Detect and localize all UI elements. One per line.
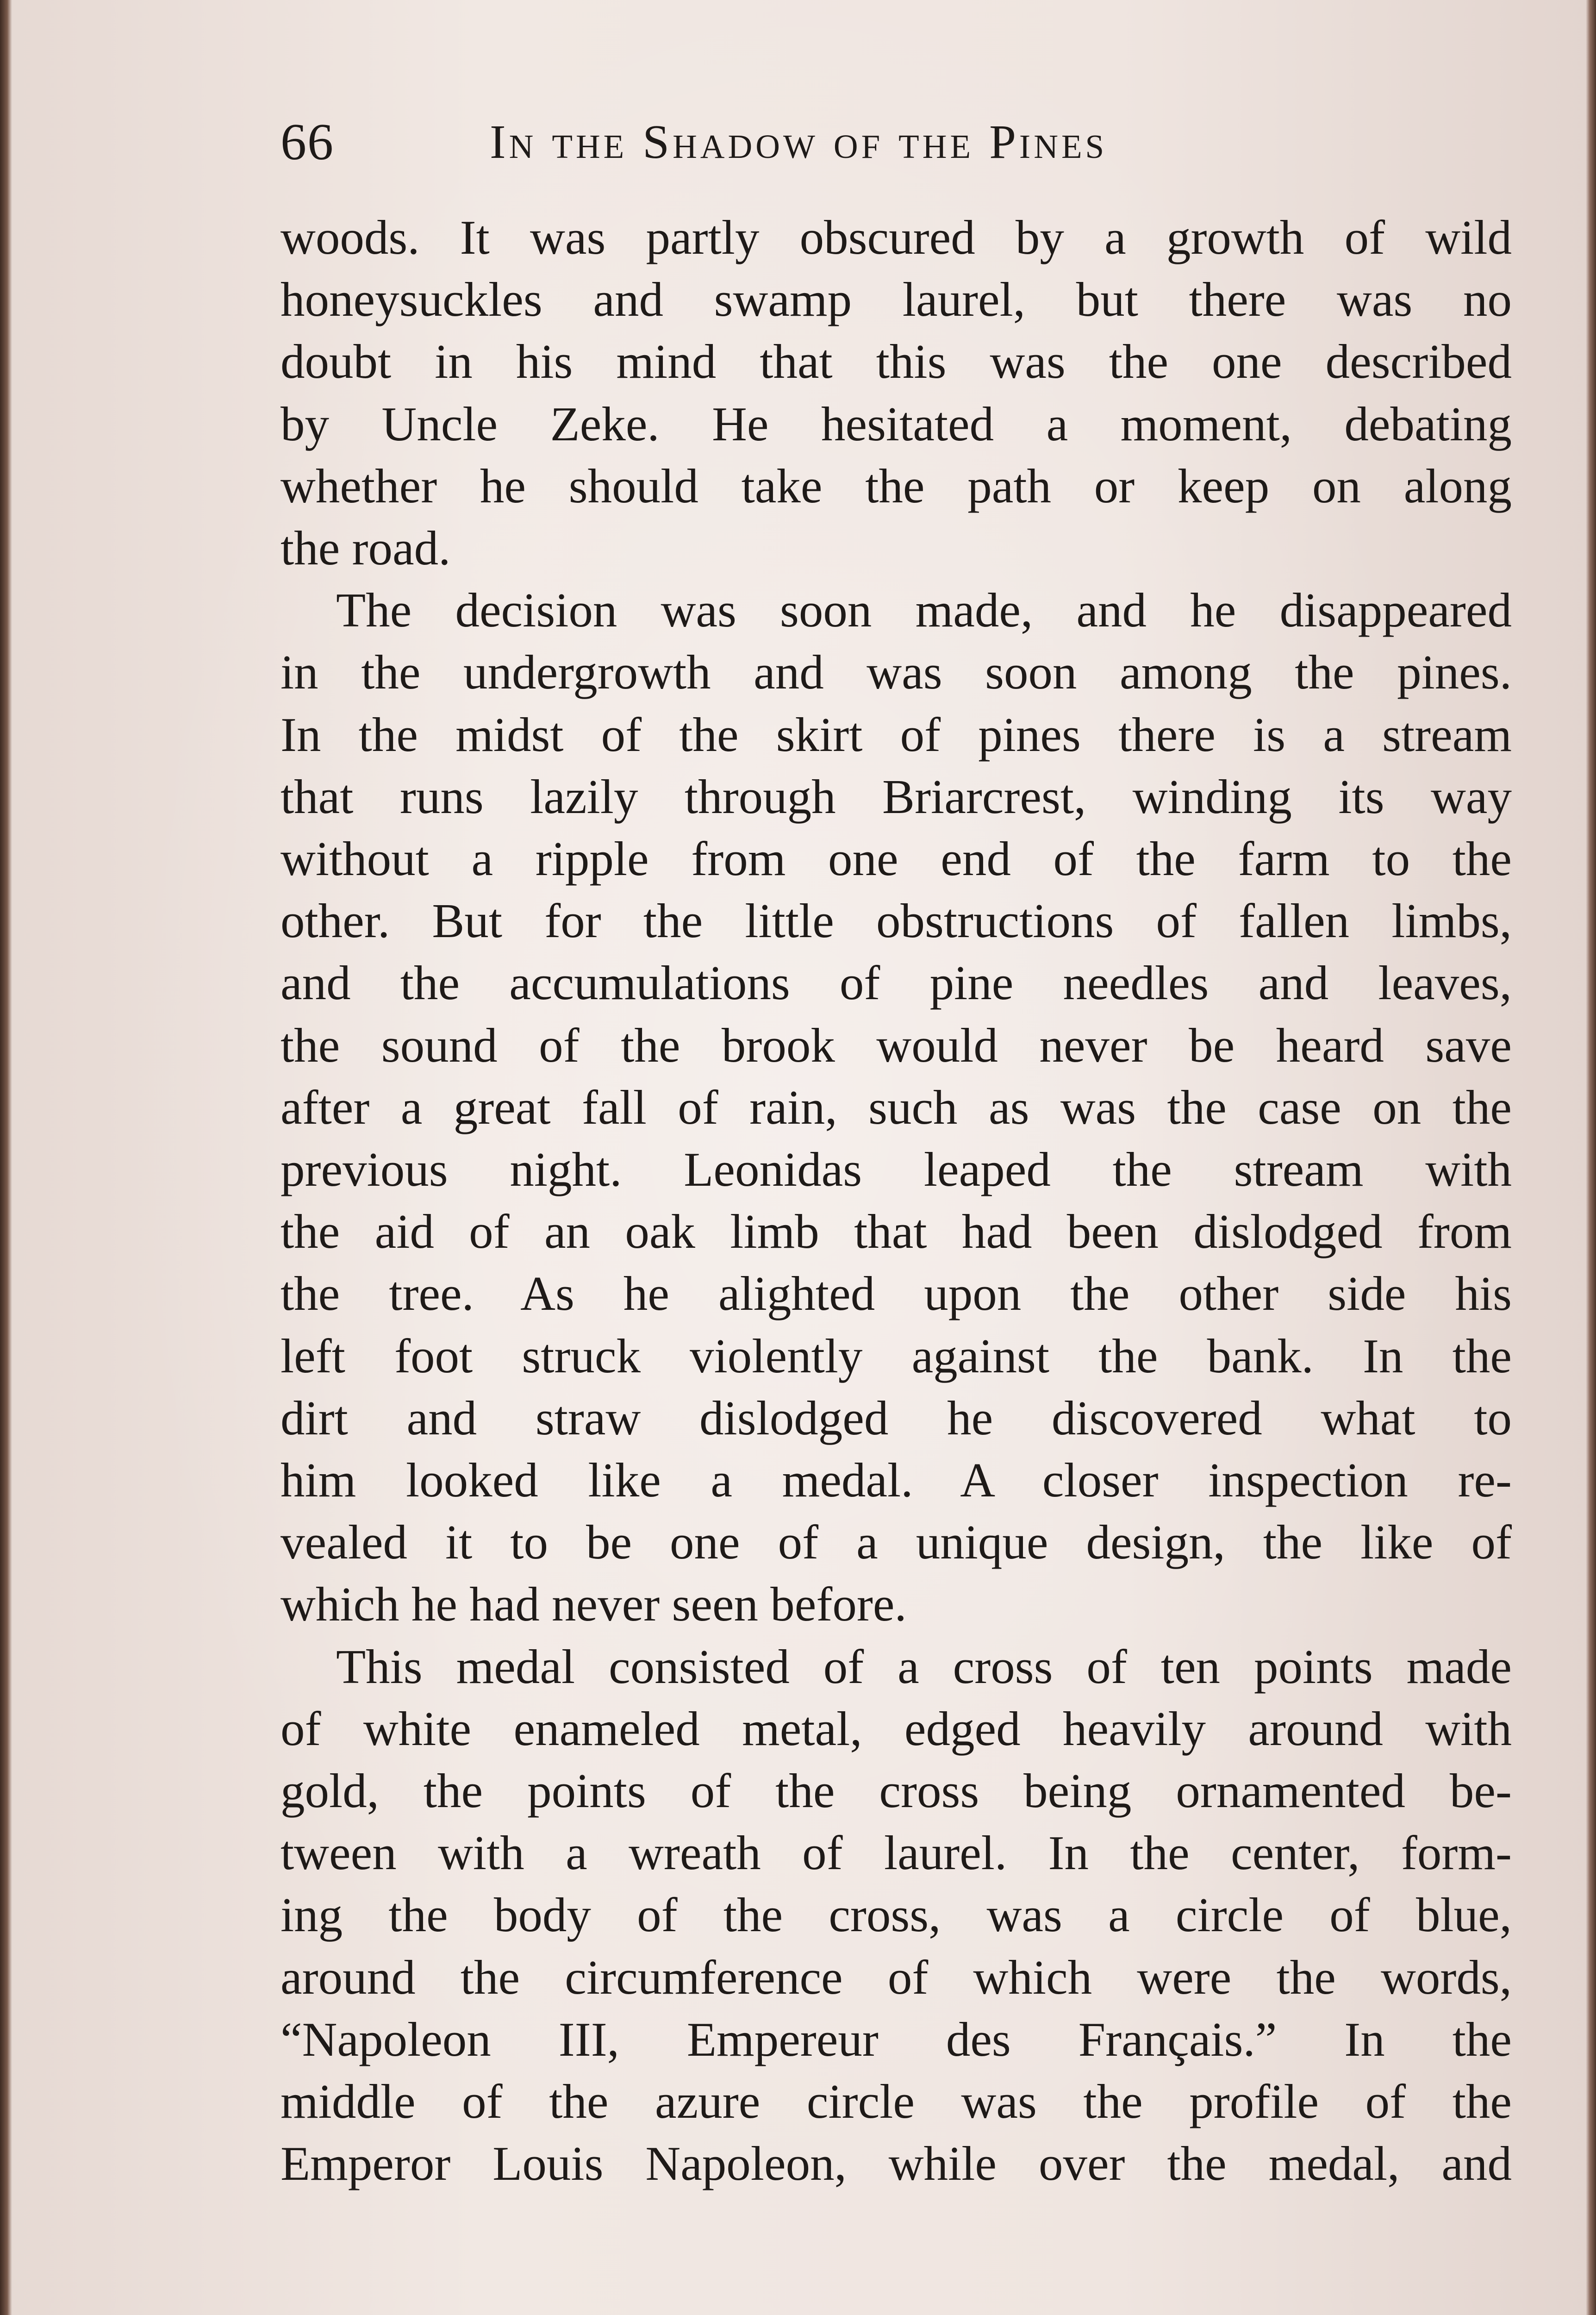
text-line: him looked like a medal. A closer inspection re- — [281, 1453, 1512, 1508]
text-line: “Napoleon III, Empereur des Français.” In the — [281, 2012, 1512, 2066]
text-line: doubt in his mind that this was the one described — [281, 334, 1512, 389]
text-line: by Uncle Zeke. He hesitated a moment, debating — [281, 396, 1512, 451]
page-left-edge — [0, 0, 12, 2315]
text-line: woods. It was partly obscured by a growth of wild — [281, 210, 1512, 264]
text-line: ing the body of the cross, was a circle of blue, — [281, 1888, 1512, 1942]
text-line: middle of the azure circle was the profile of the — [281, 2074, 1512, 2129]
body-text — [281, 206, 1512, 2195]
text-line: after a great fall of rain, such as was the case on the — [281, 1080, 1512, 1134]
text-line: which he had never seen before. — [281, 1577, 907, 1632]
text-line: This medal consisted of a cross of ten points made — [336, 1639, 1512, 1694]
text-line: other. But for the little obstructions of fallen limbs, — [281, 894, 1512, 948]
running-header — [281, 107, 1512, 177]
text-line: left foot struck violently against the bank. In the — [281, 1328, 1512, 1383]
text-line: vealed it to be one of a unique design, the like of — [281, 1515, 1512, 1570]
text-line: without a ripple from one end of the farm to the — [281, 832, 1512, 886]
text-line: the tree. As he alighted upon the other side his — [281, 1266, 1512, 1321]
text-line: The decision was soon made, and he disappeared — [336, 583, 1512, 638]
text-line: gold, the points of the cross being ornamented be- — [281, 1764, 1512, 1818]
text-line: and the accumulations of pine needles and leaves, — [281, 956, 1512, 1010]
text-line: the aid of an oak limb that had been dislodged from — [281, 1204, 1512, 1259]
text-line: around the circumference of which were the words, — [281, 1950, 1512, 2004]
text-line: the sound of the brook would never be heard save — [281, 1018, 1512, 1072]
page-right-edge — [1586, 0, 1596, 2315]
text-line: honeysuckles and swamp laurel, but there was no — [281, 272, 1512, 327]
text-line: the road. — [281, 521, 451, 576]
text-line: in the undergrowth and was soon among the pines. — [281, 645, 1512, 700]
page-number: 66 — [281, 113, 334, 171]
text-line: Emperor Louis Napoleon, while over the medal, and — [281, 2136, 1512, 2191]
running-title: In the Shadow of the Pines — [490, 115, 1108, 169]
text-line: dirt and straw dislodged he discovered what to — [281, 1390, 1512, 1445]
text-line: tween with a wreath of laurel. In the center, form- — [281, 1826, 1512, 1880]
text-line: that runs lazily through Briarcrest, winding its way — [281, 769, 1512, 824]
text-line: whether he should take the path or keep on along — [281, 458, 1512, 513]
text-line: previous night. Leonidas leaped the stream with — [281, 1142, 1512, 1197]
text-line: of white enameled metal, edged heavily around with — [281, 1701, 1512, 1756]
text-line: In the midst of the skirt of pines there is a stream — [281, 707, 1512, 762]
